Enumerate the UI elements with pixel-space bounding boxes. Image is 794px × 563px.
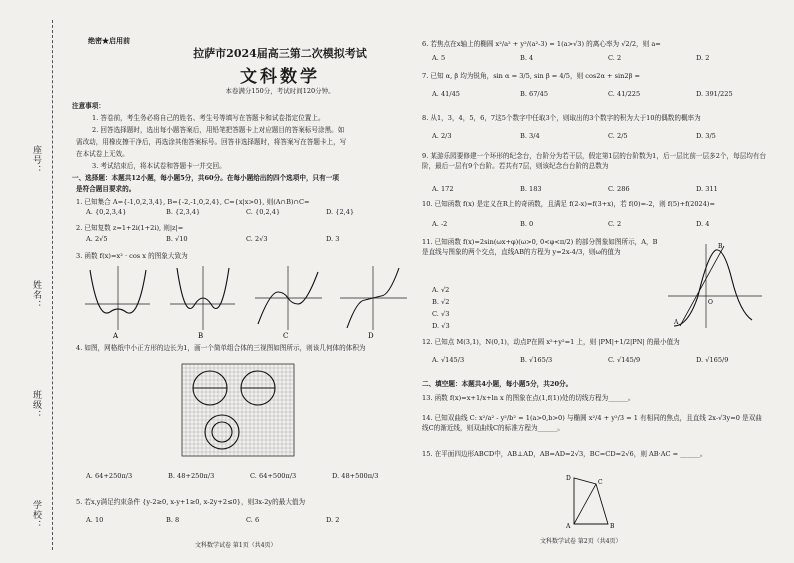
question-2-options <box>86 235 339 243</box>
question-5-options <box>86 516 339 524</box>
option[interactable]: A. 64+250π/3 <box>86 472 133 480</box>
option[interactable]: C. 2/5 <box>608 132 628 140</box>
option[interactable]: D. 4 <box>696 220 710 228</box>
notice-item: 需改动，用橡皮擦干净后，再选涂其他答案标号。回答非选择题时，将答案写在答题卡上，写 <box>76 138 347 146</box>
question-1-options <box>86 208 354 216</box>
option[interactable]: D. √165/9 <box>696 356 729 364</box>
sine-point-b-label: B <box>718 243 723 250</box>
option[interactable]: C. 2 <box>608 220 622 228</box>
option[interactable]: D. 2 <box>326 516 340 524</box>
option[interactable]: D. 391/225 <box>696 90 733 98</box>
option[interactable]: A. 2√5 <box>86 235 108 243</box>
section2-heading: 二、填空题：本题共4小题，每小题5分，共20分。 <box>422 380 573 388</box>
notice-item: 在本试卷上无效。 <box>76 150 129 158</box>
option[interactable]: A. 172 <box>432 185 454 193</box>
question-10-options <box>432 220 709 228</box>
margin-class-label: 班级： <box>31 390 41 420</box>
exam-info: 本卷满分150分，考试时间120分钟。 <box>225 87 335 95</box>
secret-mark: 绝密★启用前 <box>88 36 130 45</box>
option[interactable]: D. 3/5 <box>696 132 716 140</box>
option[interactable]: A. 10 <box>86 516 104 524</box>
graph-c-label: C <box>283 332 289 340</box>
graph-a-label: A <box>113 332 119 340</box>
exam-title: 拉萨市2024届高三第二次模拟考试 <box>193 47 367 60</box>
question-9-stem: 9. 某游乐园要修建一个环形的纪念台，台阶分为若干层，假定第1层的台阶数为1，后一层比前一层多2个，每层均有台阶，最后一层有9个台阶。若共有7层，则该纪念台台阶的总数为 <box>422 152 767 170</box>
option[interactable]: B. 183 <box>520 185 542 193</box>
option[interactable]: A. 5 <box>432 54 446 62</box>
quad-point-d-label: D <box>566 475 571 482</box>
graph-c <box>255 266 322 340</box>
cut-line <box>52 20 53 550</box>
question-11-sine-figure <box>666 240 766 332</box>
option[interactable]: B. √165/3 <box>520 356 553 364</box>
option[interactable]: D. 3 <box>326 235 340 243</box>
option[interactable]: A. -2 <box>432 220 448 228</box>
option[interactable]: B. 48+250π/3 <box>168 472 215 480</box>
option[interactable]: C. 41/225 <box>608 90 641 98</box>
question-11-options <box>432 284 450 332</box>
quad-point-b-label: B <box>610 523 615 530</box>
question-10-stem: 10. 已知函数 f(x) 是定义在R上的奇函数，且满足 f(2-x)=f(3+x)，若 f(0)=-2，则 f(5)+f(2024)= <box>422 200 715 208</box>
page-footer-left: 文科数学试卷 第1页（共4页） <box>195 542 277 549</box>
notice-item: 2. 回答选择题时，选出每小题答案后，用铅笔把答题卡上对应题目的答案标号涂黑。如 <box>92 126 345 134</box>
option[interactable]: A. 41/45 <box>432 90 460 98</box>
question-6-options <box>432 54 709 62</box>
option[interactable]: C. 6 <box>246 516 260 524</box>
question-14-stem: 14. 已知双曲线 C: x²/a² - y²/b² = 1(a>0,b>0) 与椭圆 x²/4 + y²/3 = 1 有相同的焦点，且直线 2x-√3y=0 是双曲线C的渐近线，则双曲线C的标准方程为______。 <box>422 414 762 432</box>
graph-a <box>85 266 150 340</box>
quad-point-c-label: C <box>598 479 603 486</box>
option[interactable]: C. {0,2,4} <box>246 208 281 216</box>
question-5-stem: 5. 若x,y满足约束条件 {y-2≥0, x-y+1≥0, x-2y+2≤0}，则3x-2y的最大值为 <box>76 498 306 506</box>
option[interactable]: C. 64+500π/3 <box>250 472 297 480</box>
question-8-stem: 8. 从1，3，4，5，6，7这5个数字中任取3个，则取出的3个数字的积为大于10的偶数的概率为 <box>422 114 701 122</box>
option[interactable]: C. 2√3 <box>246 235 268 243</box>
notice-item: 3. 考试结束后，将本试卷和答题卡一并交回。 <box>92 162 226 170</box>
question-4-stem: 4. 如图，网格纸中小正方形的边长为1，画一个简单组合体的三视图如图所示，则该几何体的体积为 <box>76 344 366 352</box>
question-3-stem: 3. 函数 f(x)=x² · cos x 的图象大致为 <box>76 252 188 260</box>
option[interactable]: B. √10 <box>166 235 188 243</box>
quad-point-a-label: A <box>566 523 571 530</box>
option[interactable]: B. 67/45 <box>520 90 549 98</box>
binding-margin <box>0 0 62 563</box>
option[interactable]: D. 48+500π/3 <box>332 472 379 480</box>
option[interactable]: A. 2/3 <box>432 132 452 140</box>
subject-title: 文科数学 <box>240 67 320 87</box>
section1-heading: 一、选择题：本题共12小题，每小题5分，共60分。在每小题给出的四个选项中，只有一项 <box>72 174 339 182</box>
graph-d <box>340 266 407 340</box>
question-12-stem: 12. 已知点 M(3,1)，N(0,1)，动点P在圆 x²+y²=1 上，则 |PM|+1/2|PN| 的最小值为 <box>422 338 680 346</box>
graph-d-label: D <box>368 332 374 340</box>
section1-heading-cont: 是符合题目要求的。 <box>76 185 136 193</box>
question-12-options <box>432 356 728 364</box>
question-6-stem: 6. 若焦点在x轴上的椭圆 x²/a² + y²/(a²-3) = 1(a>√3) 的离心率为 √2/2，则 a= <box>422 40 661 48</box>
option[interactable]: B. √2 <box>432 298 450 306</box>
option[interactable]: D. 2 <box>696 54 710 62</box>
question-7-options <box>432 90 733 98</box>
question-11-stem: 11. 已知函数 f(x)=2sin(ωx+φ)(ω>0, 0<φ<π/2) 的部分图象如图所示，A，B 是直线与图象的两个交点，直线AB的方程为 y=2x-4/3，则ω的值为 <box>422 238 658 256</box>
margin-seat-label: 座号： <box>31 145 41 175</box>
option[interactable]: C. √145/9 <box>608 356 641 364</box>
graph-b <box>170 266 235 340</box>
option[interactable]: A. {0,2,3,4} <box>86 208 127 216</box>
margin-school-label: 学校： <box>31 500 41 530</box>
option[interactable]: D. {2,4} <box>326 208 355 216</box>
page-footer-right: 文科数学试卷 第2页（共4页） <box>540 538 622 545</box>
question-4-options <box>86 472 379 480</box>
option[interactable]: A. √2 <box>432 286 450 294</box>
option[interactable]: C. 2 <box>608 54 622 62</box>
question-15-quadrilateral-figure <box>562 470 622 532</box>
question-4-three-view-figure <box>180 362 300 462</box>
question-2-stem: 2. 已知复数 z=1+2i(1+2i), 则|z|= <box>76 224 184 232</box>
option[interactable]: C. 286 <box>608 185 630 193</box>
margin-name-label: 姓名： <box>31 280 41 310</box>
question-13-stem: 13. 函数 f(x)=x+1/x+ln x 的图象在点(1,f(1))处的切线方程为______。 <box>422 394 635 402</box>
question-15-stem: 15. 在平面四边形ABCD中，AB⊥AD，AB=AD=2√3，BC=CD=2√6，则 AB·AC = ______。 <box>422 450 707 458</box>
three-view-grid <box>182 364 294 456</box>
option[interactable]: B. 3/4 <box>520 132 540 140</box>
sine-origin-label: O <box>708 299 713 306</box>
question-7-stem: 7. 已知 α, β 均为锐角，sin α = 3/5, sin β = 4/5，则 cos2α + sin2β = <box>422 72 641 80</box>
notice-title: 注意事项： <box>72 102 105 110</box>
option[interactable]: D. √3 <box>432 322 450 330</box>
question-3-graphs <box>80 262 410 340</box>
option[interactable]: B. 0 <box>520 220 534 228</box>
option[interactable]: A. √145/3 <box>432 356 465 364</box>
option[interactable]: B. 4 <box>520 54 534 62</box>
option[interactable]: D. 311 <box>696 185 718 193</box>
notice-item: 1. 答卷前，考生务必将自己的姓名、考生号等填写在答题卡和试卷指定位置上。 <box>92 114 325 122</box>
question-8-options <box>432 132 716 140</box>
sine-point-a-label: A <box>674 319 679 326</box>
graph-b-label: B <box>198 332 204 340</box>
option[interactable]: C. √3 <box>432 310 450 318</box>
option[interactable]: B. 8 <box>166 516 180 524</box>
question-1-stem: 1. 已知集合 A={-1,0,2,3,4}, B={-2,-1,0,2,4}, C={x|x>0}, 则(A∩B)∩C= <box>76 198 310 206</box>
question-9-options <box>432 185 718 193</box>
option[interactable]: B. {2,3,4} <box>166 208 201 216</box>
